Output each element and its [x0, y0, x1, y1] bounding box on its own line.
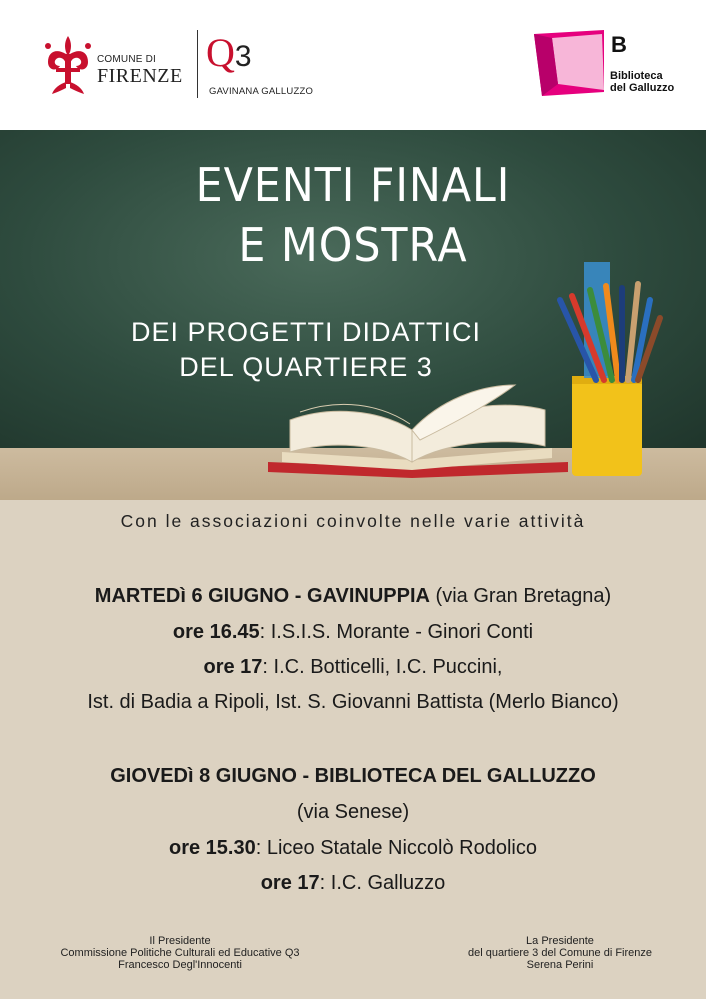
event2-heading: [0, 765, 706, 788]
q3-mark: [206, 32, 252, 78]
biblioteca-name: [610, 70, 680, 94]
signature-left-commission: Commissione Politiche Culturali ed Educative Q3: [60, 947, 300, 959]
poster-subtitle-line2: DEL QUARTIERE 3: [179, 352, 433, 382]
comune-firenze-logo: [42, 32, 192, 98]
comune-firenze-wordmark: [97, 54, 183, 87]
event2-school1: : Liceo Statale Niccolò Rodolico: [255, 837, 537, 859]
poster-title-line1: EVENTI FINALI: [195, 158, 511, 212]
event1-school1: : I.S.I.S. Morante - Ginori Conti: [259, 621, 534, 643]
signature-right-role: La Presidente: [526, 935, 594, 947]
signature-right-name: Serena Perini: [526, 959, 594, 971]
event2-school2: : I.C. Galluzzo: [319, 872, 446, 894]
header-bar: [0, 0, 706, 130]
intro-text: Con le associazioni coinvolte nelle varie attività: [120, 511, 586, 531]
biblioteca-name-line2: del Galluzzo: [610, 82, 675, 94]
signature-right-district: del quartiere 3 del Comune di Firenze: [467, 947, 653, 959]
q3-number: 3: [234, 40, 252, 73]
event1-school3: Ist. di Badia a Ripoli, Ist. S. Giovanni Battista (Merlo Bianco): [87, 691, 619, 713]
firenze-label: FIRENZE: [97, 65, 183, 87]
biblioteca-name-line1: Biblioteca: [610, 70, 663, 82]
event1-address: (via Gran Bretagna): [430, 585, 612, 607]
event1-time2: ore 17: [203, 656, 263, 678]
q3-logo: [206, 30, 316, 100]
comune-label: COMUNE DI: [97, 54, 157, 65]
biblioteca-book-icon: [532, 30, 612, 100]
event2-slot1: [0, 837, 706, 860]
event1-slot1: [0, 621, 706, 644]
signature-left-name: Francesco Degl'Innocenti: [118, 959, 242, 971]
event2-time2: ore 17: [260, 872, 320, 894]
q3-letter: Q: [206, 30, 235, 75]
biblioteca-galluzzo-logo: [532, 30, 682, 100]
event2-time1: ore 15.30: [169, 837, 256, 859]
poster-title-line2: E MOSTRA: [238, 218, 468, 272]
poster-subtitle-line1: DEI PROGETTI DIDATTICI: [130, 317, 481, 347]
event2-date-place: GIOVEDì 8 GIUGNO - BIBLIOTECA DEL GALLUZZO: [110, 765, 596, 787]
q3-subtitle: GAVINANA GALLUZZO: [209, 86, 314, 97]
event1-heading: [0, 585, 706, 608]
signature-left: [30, 935, 330, 971]
event1-time1: ore 16.45: [172, 621, 260, 643]
event2-address: (via Senese): [296, 801, 410, 823]
event1-slot2: [0, 656, 706, 679]
biblioteca-letter: B: [611, 32, 627, 57]
signature-left-role: Il Presidente: [149, 935, 211, 947]
event1-school2: : I.C. Botticelli, I.C. Puccini,: [262, 656, 503, 678]
logo-divider: [197, 30, 198, 98]
florentine-lily-icon: [42, 32, 94, 98]
signature-right: [425, 935, 695, 971]
event1-date-place: MARTEDì 6 GIUGNO - GAVINUPPIA: [94, 585, 430, 607]
event2-slot2: [0, 872, 706, 895]
